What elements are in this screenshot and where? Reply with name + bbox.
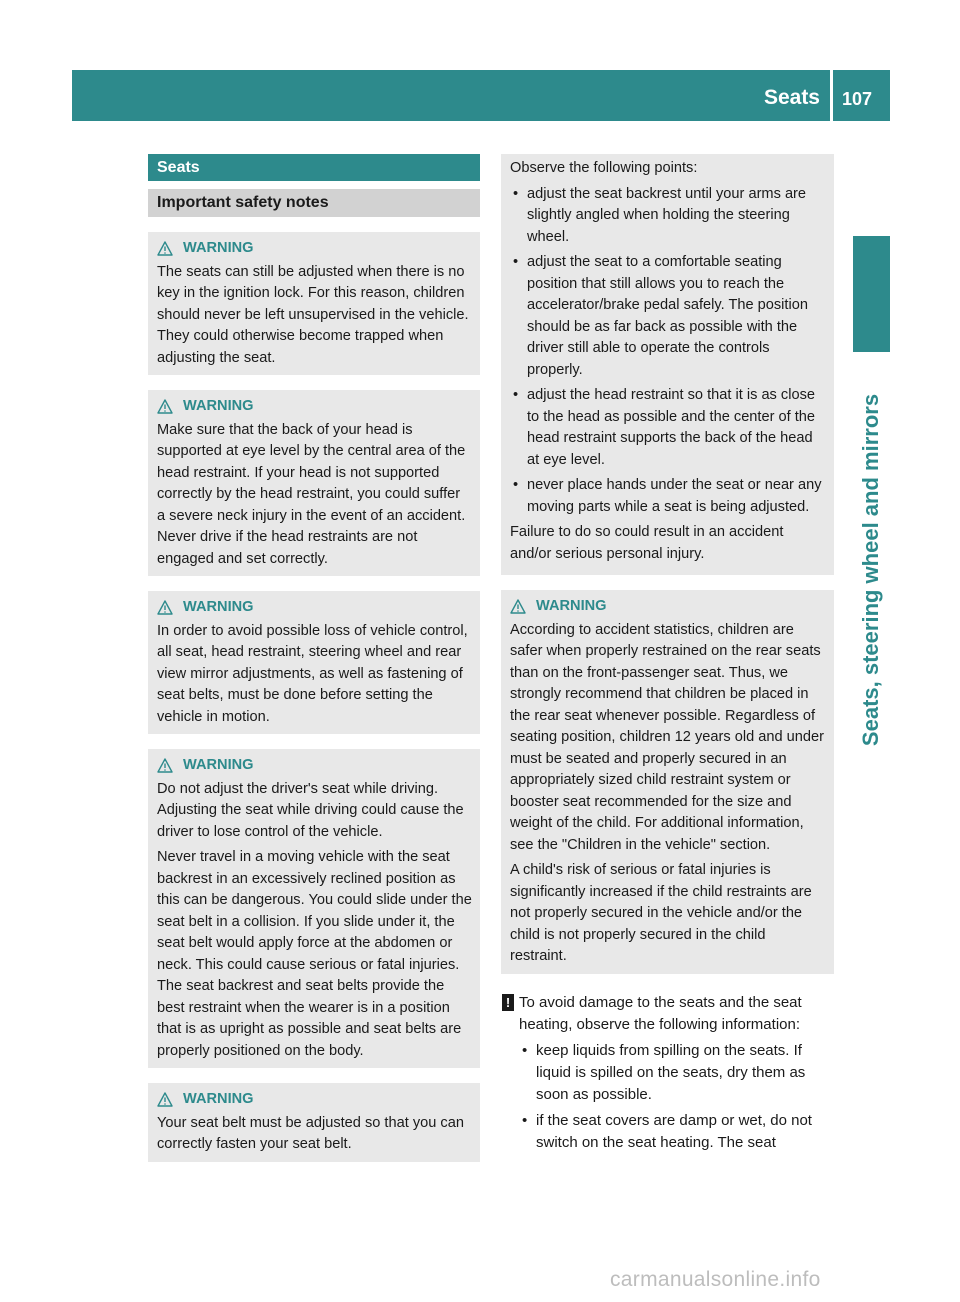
warning-box bbox=[148, 390, 480, 576]
side-tab bbox=[853, 360, 890, 780]
section-title: Seats bbox=[148, 154, 480, 181]
left-column bbox=[148, 154, 480, 1162]
warning-text: Make sure that the back of your head is supported at eye level by the central area of the head restraint. If your head is not supported correctly by the head restraint, you could suffer a severe neck injury in the event of an accident. Never drive if the head restraints are not engaged and set correctly. bbox=[157, 421, 466, 567]
note-text: To avoid damage to the seats and the seat heating, observe the following information: bbox=[519, 993, 802, 1033]
side-tab-block bbox=[853, 236, 890, 352]
warning-text: The seats can still be adjusted when there is no key in the ignition lock. For this reason, children should never be left unsupervised in the vehicle. They could otherwise become trapped when adjusting the seat. bbox=[157, 263, 469, 366]
warning-heading bbox=[157, 597, 472, 619]
warning-heading bbox=[510, 596, 826, 618]
warning-box bbox=[148, 749, 480, 1068]
observe-intro: Observe the following points: bbox=[510, 160, 698, 176]
warning-heading bbox=[157, 755, 472, 777]
warning-box bbox=[148, 1083, 480, 1162]
warning-triangle-icon bbox=[157, 600, 173, 615]
list-item: • if the seat covers are damp or wet, do not switch on the seat heating. The seat bbox=[519, 1110, 834, 1154]
warning-triangle-icon bbox=[157, 399, 173, 414]
observe-outro: Failure to do so could result in an accident and/or serious personal injury. bbox=[510, 524, 784, 562]
observe-list bbox=[510, 184, 826, 519]
list-item: • keep liquids from spilling on the seats. If liquid is spilled on the seats, dry them as soon as possible. bbox=[519, 1040, 834, 1106]
warning-text: Your seat belt must be adjusted so that you can correctly fasten your seat belt. bbox=[157, 1114, 464, 1152]
warning-text: In order to avoid possible loss of vehicle control, all seat, head restraint, steering wheel and rear view mirror adjustments, as well as fastening of seat belts, must be done before setting the vehicle in motion. bbox=[157, 622, 468, 725]
right-column bbox=[501, 154, 834, 1158]
warning-heading-label: WARNING bbox=[183, 1091, 254, 1107]
warning-box bbox=[501, 590, 834, 974]
warning-box bbox=[148, 232, 480, 375]
warning-heading-label: WARNING bbox=[183, 398, 254, 414]
list-item: • adjust the head restraint so that it is as close to the head as possible and the center of the head restraint supports the back of the head at eye level. bbox=[510, 385, 826, 471]
warning-heading-label: WARNING bbox=[183, 599, 254, 615]
warning-text: Never travel in a moving vehicle with the seat backrest in an excessively reclined position as this can be dangerous. You could slide under the seat belt in a collision. If you slide under it, the seat belt would apply force at the abdomen or neck. This could cause serious or fatal injuries. The seat backrest and seat belts provide the best restraint when the wearer is in a position that is as upright as possible and seat belts are properly positioned on the body. bbox=[157, 849, 472, 1059]
warning-heading bbox=[157, 1089, 472, 1111]
warning-box bbox=[148, 591, 480, 734]
damage-note bbox=[501, 992, 834, 1154]
exclamation-icon: ! bbox=[502, 994, 514, 1011]
warning-triangle-icon bbox=[510, 599, 526, 614]
warning-heading-label: WARNING bbox=[183, 757, 254, 773]
warning-text: A child's risk of serious or fatal injuries is significantly increased if the child restraints are not properly secured in the vehicle and/or the child is not properly secured in the child restraint. bbox=[510, 862, 812, 964]
warning-triangle-icon bbox=[157, 241, 173, 256]
warning-heading bbox=[157, 238, 472, 260]
side-tab-label: Seats, steering wheel and mirrors bbox=[858, 393, 884, 747]
watermark: carmanualsonline.info bbox=[610, 1268, 821, 1291]
warning-heading-label: WARNING bbox=[183, 240, 254, 256]
note-list bbox=[519, 1040, 834, 1154]
observe-points-box bbox=[501, 154, 834, 575]
warning-triangle-icon bbox=[157, 1092, 173, 1107]
page-number: 107 bbox=[842, 89, 873, 109]
warning-text: According to accident statistics, children are safer when properly restrained on the rear seats than on the front-passenger seat. Thus, we strongly recommend that children be placed in the rear seat whenever possible. Regardless of seating position, children 12 years old and under must be seated and properly secured in an appropriately sized child restraint system or booster seat recommended for the size and weight of the child. For additional information, see the "Children in the vehicle" section. bbox=[510, 621, 824, 853]
list-item: • never place hands under the seat or near any moving parts while a seat is being adjusted. bbox=[510, 475, 826, 518]
warning-triangle-icon bbox=[157, 758, 173, 773]
warning-heading bbox=[157, 396, 472, 418]
list-item: • adjust the seat to a comfortable seating position that still allows you to reach the accelerator/brake pedal safely. The position should be as far back as possible with the driver still able to operate the controls properly. bbox=[510, 252, 826, 381]
header-separator bbox=[830, 70, 833, 121]
note-line bbox=[501, 992, 834, 1036]
warning-text: Do not adjust the driver's seat while driving. Adjusting the seat while driving could cause the driver to lose control of the vehicle. bbox=[157, 780, 464, 840]
subsection-title: Important safety notes bbox=[148, 189, 480, 217]
list-item: • adjust the seat backrest until your arms are slightly angled when holding the steering wheel. bbox=[510, 184, 826, 249]
page-header-title: Seats bbox=[763, 86, 820, 109]
warning-heading-label: WARNING bbox=[536, 598, 607, 614]
